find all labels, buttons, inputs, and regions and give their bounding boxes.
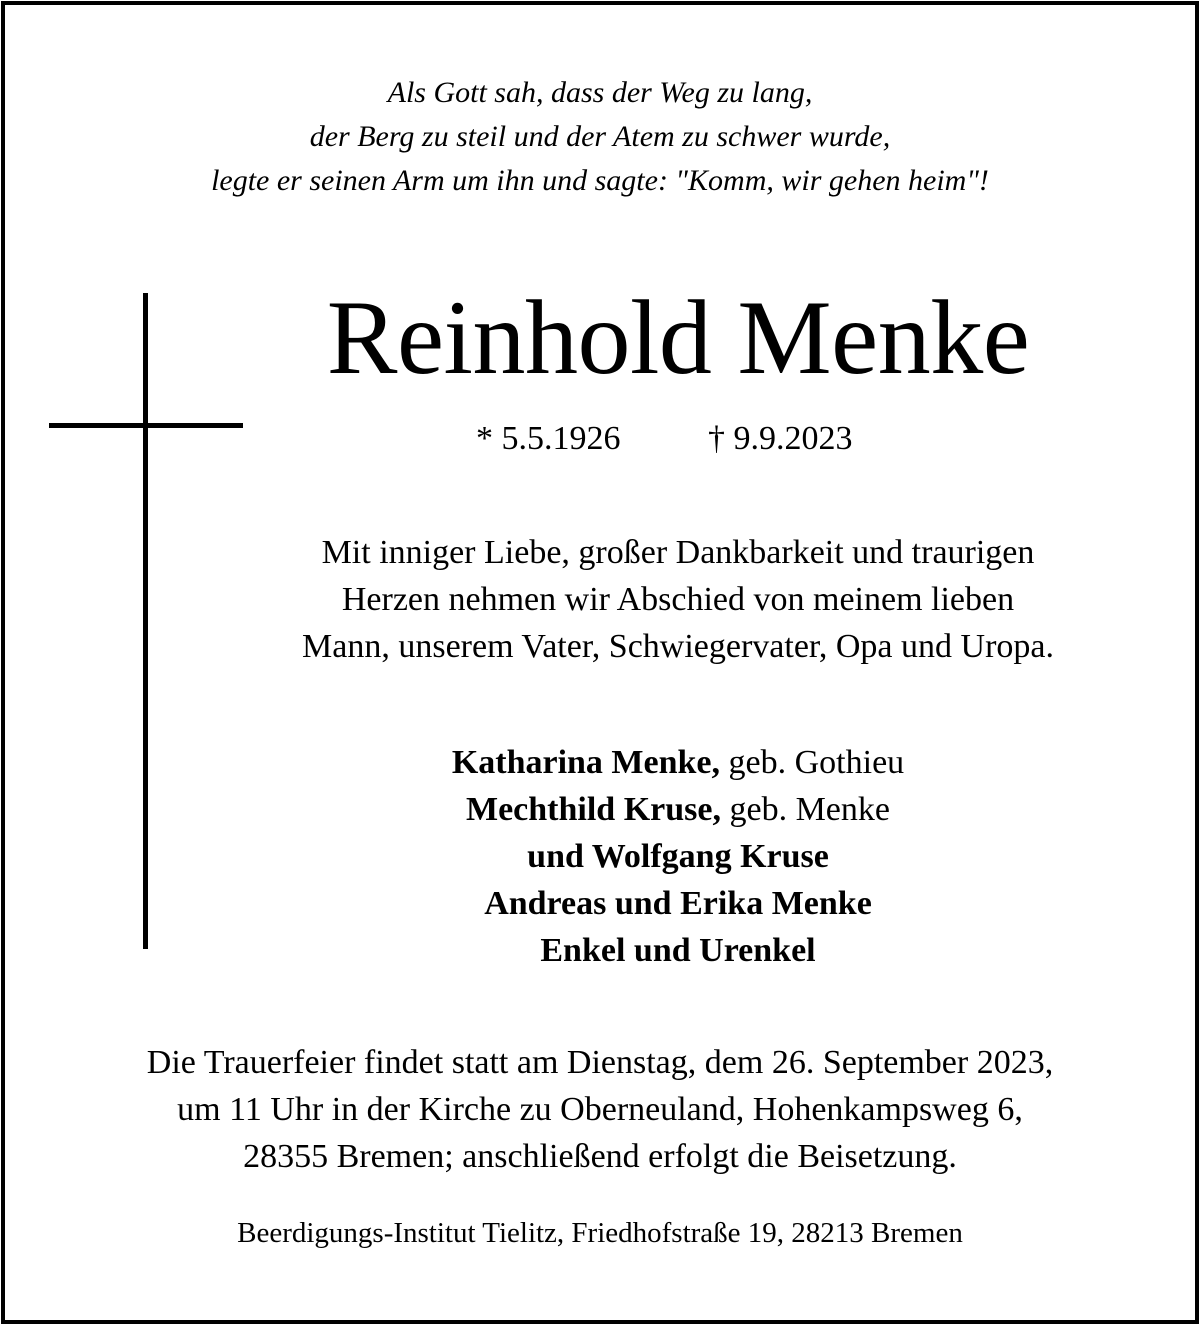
verse-line: der Berg zu steil und der Atem zu schwer wurde, bbox=[309, 120, 891, 153]
message-line: Herzen nehmen wir Abschied von meinem lieben bbox=[341, 581, 1015, 618]
mourner-line bbox=[211, 833, 1145, 880]
undertaker-info: Beerdigungs-Institut Tielitz, Friedhofstraße 19, 28213 Bremen bbox=[237, 1217, 963, 1249]
ceremony-line: um 11 Uhr in der Kirche zu Oberneuland, Hohenkampsweg 6, bbox=[177, 1091, 1023, 1128]
mourner-name: Enkel und Urenkel bbox=[540, 932, 816, 969]
verse-line: legte er seinen Arm um ihn und sagte: "Komm, wir gehen heim"! bbox=[211, 164, 989, 197]
message-line: Mit inniger Liebe, großer Dankbarkeit und traurigen bbox=[321, 534, 1035, 571]
mourner-suffix: geb. Menke bbox=[720, 791, 890, 828]
life-dates bbox=[476, 417, 853, 461]
mourner-line bbox=[211, 739, 1145, 786]
verse bbox=[5, 71, 1195, 203]
cross-vertical-bar bbox=[143, 293, 148, 949]
deceased-name: Reinhold Menke bbox=[326, 279, 1030, 396]
verse-line: Als Gott sah, dass der Weg zu lang, bbox=[387, 76, 813, 109]
obituary-notice bbox=[1, 1, 1199, 1324]
message-line: Mann, unserem Vater, Schwiegervater, Opa und Uropa. bbox=[302, 628, 1054, 665]
mourners-list bbox=[211, 739, 1145, 974]
ceremony-line: 28355 Bremen; anschließend erfolgt die Beisetzung. bbox=[243, 1138, 957, 1175]
farewell-message bbox=[211, 529, 1145, 670]
ceremony-line: Die Trauerfeier findet statt am Dienstag, dem 26. September 2023, bbox=[146, 1044, 1054, 1081]
mourner-name: Mechthild Kruse, bbox=[466, 791, 721, 828]
cross-horizontal-bar bbox=[49, 423, 243, 428]
mourner-name: Katharina Menke, bbox=[451, 744, 721, 781]
mourner-name: Andreas und Erika Menke bbox=[484, 885, 872, 922]
ceremony-info bbox=[5, 1039, 1195, 1180]
mourner-line bbox=[211, 927, 1145, 974]
mourner-name: und Wolfgang Kruse bbox=[527, 838, 829, 875]
mourner-line bbox=[211, 786, 1145, 833]
birth-date: * 5.5.1926 bbox=[476, 420, 621, 457]
mourner-line bbox=[211, 880, 1145, 927]
mourner-suffix: geb. Gothieu bbox=[720, 744, 905, 781]
death-date: † 9.9.2023 bbox=[708, 420, 853, 457]
